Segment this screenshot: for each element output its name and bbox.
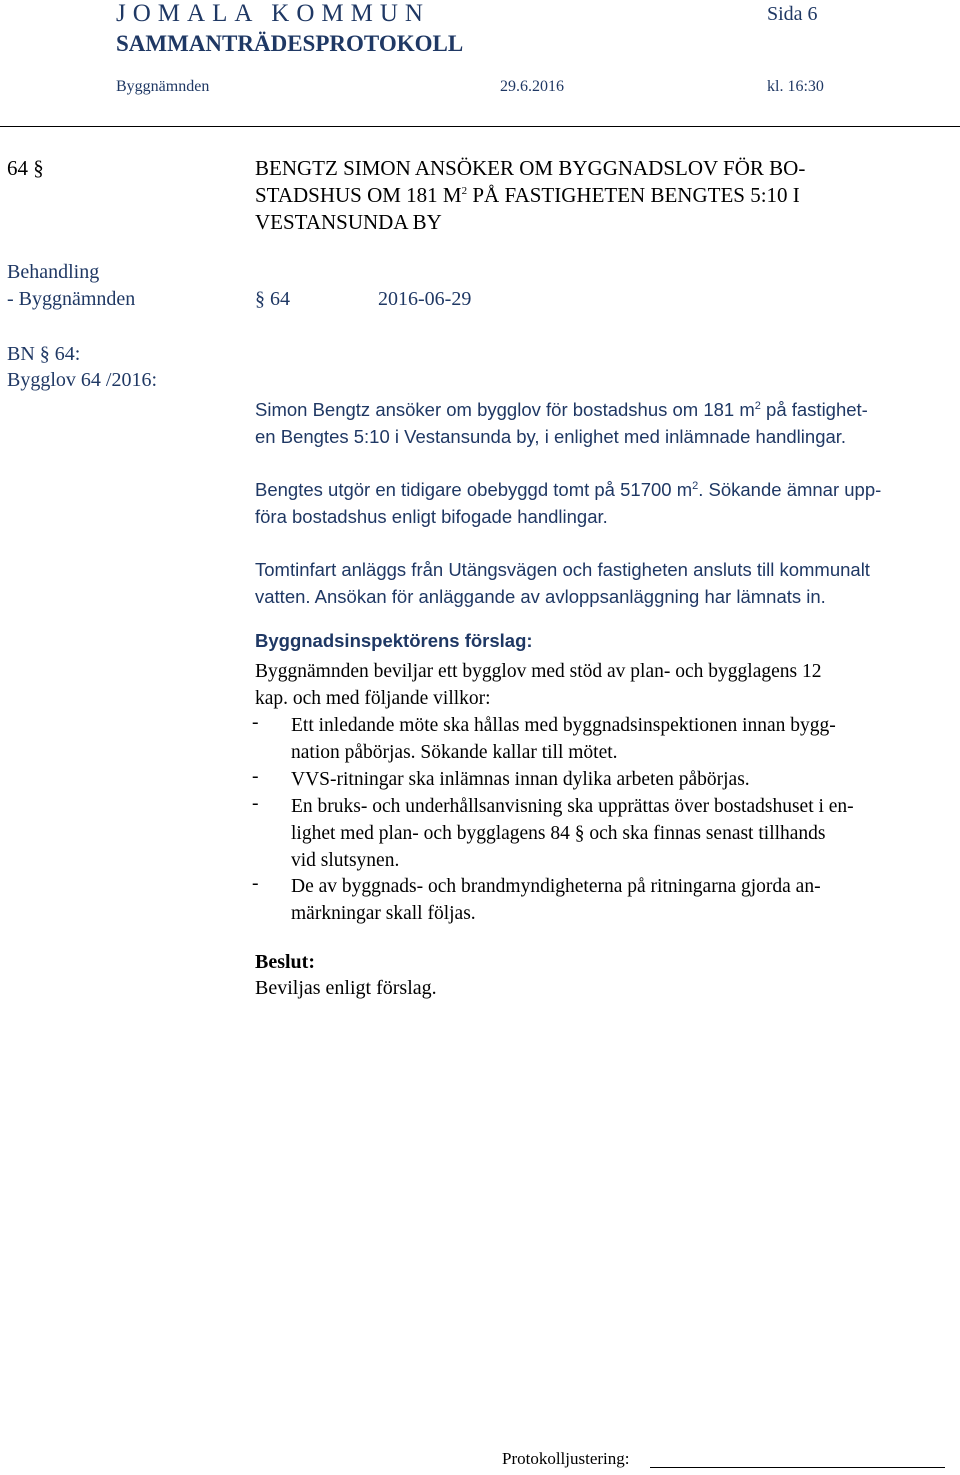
- behandling-heading: Behandling: [7, 261, 100, 283]
- protocol-check-label: Protokolljustering:: [502, 1449, 630, 1468]
- protocol-title: SAMMANTRÄDESPROTOKOLL: [116, 31, 464, 56]
- condition-item: De av byggnads- och brandmyndigheterna på ritningarna gjorda an- märkningar skall följas.: [291, 876, 821, 924]
- meeting-date: 29.6.2016: [500, 78, 564, 95]
- bn-reference: BN § 64:: [7, 343, 81, 365]
- condition-item: Ett inledande möte ska hållas med byggnadsinspektionen innan bygg- nation påbörjas. Sökande kallar till mötet.: [291, 715, 836, 763]
- condition-dash: -: [252, 873, 259, 894]
- decision-text: Beviljas enligt förslag.: [255, 977, 437, 999]
- committee-name: Byggnämnden: [116, 78, 210, 95]
- bygglov-reference: Bygglov 64 /2016:: [7, 369, 158, 391]
- application-paragraph: Simon Bengtz ansöker om bygglov för bostadshus om 181 $m^2$ på fastighet- en Bengtes 5:10 i Vestansunda by, i enlighet med inlämnade handlingar.: [255, 399, 868, 447]
- item-title: BENGTZ SIMON ANSÖKER OM BYGGNADSLOV FÖR BO- STADSHUS OM 181 $M^2$ PÅ FASTIGHETEN BENGTES 5:10 I VESTANSUNDA BY: [255, 156, 806, 234]
- behandling-section: § 64: [255, 288, 290, 310]
- signature-line: [650, 1467, 945, 1468]
- proposal-text: Byggnämnden beviljar ett bygglov med stöd av plan- och bygglagens 12 kap. och med följande villkor:: [255, 661, 822, 709]
- condition-dash: -: [252, 766, 259, 787]
- condition-dash: -: [252, 712, 259, 733]
- meeting-time: kl. 16:30: [767, 78, 824, 95]
- condition-dash: -: [252, 793, 259, 814]
- header-divider: [0, 126, 960, 127]
- behandling-committee: - Byggnämnden: [7, 288, 136, 310]
- condition-item: VVS-ritningar ska inlämnas innan dylika arbeten påbörjas.: [291, 769, 750, 790]
- decision-heading: Beslut:: [255, 951, 315, 973]
- item-number: 64 §: [7, 156, 44, 180]
- proposal-heading: Byggnadsinspektörens förslag:: [255, 630, 533, 651]
- behandling-date: 2016-06-29: [378, 288, 472, 310]
- page-number: Sida 6: [767, 3, 818, 25]
- municipality-name: JOMALA KOMMUN: [116, 0, 430, 27]
- condition-item: En bruks- och underhållsanvisning ska upprättas över bostadshuset i en- lighet med plan- och bygglagens 84 § och ska finnas senast tillhands vid slutsynen.: [291, 796, 854, 871]
- property-paragraph: Bengtes utgör en tidigare obebyggd tomt på 51700 $m^2$. Sökande ämnar upp- föra bostadshus enligt bifogade handlingar.: [255, 479, 882, 527]
- access-paragraph: Tomtinfart anläggs från Utängsvägen och fastigheten ansluts till kommunalt vatten. Ansökan för anläggande av avloppsanläggning har lämnats in.: [255, 559, 870, 607]
